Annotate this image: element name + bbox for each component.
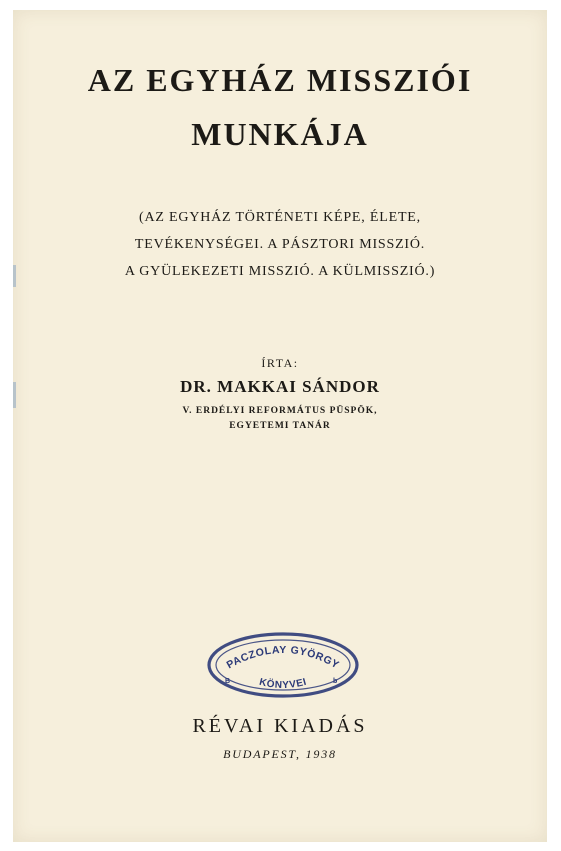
- subtitle-line: A GYÜLEKEZETI MISSZIÓ. A KÜLMISSZIÓ.): [124, 264, 436, 279]
- book-title-line-2: MUNKÁJA: [191, 116, 369, 152]
- subtitle-line: TEVÉKENYSÉGEI. A PÁSZTORI MISSZIÓ.: [134, 237, 426, 252]
- title-page: [13, 10, 547, 842]
- svg-text:B: B: [225, 678, 231, 685]
- book-title-line-1: AZ EGYHÁZ MISSZIÓI: [87, 62, 473, 98]
- author-role-line: EGYETEMI TANÁR: [229, 421, 331, 431]
- author-role-line: V. ERDÉLYI REFORMÁTUS PÜSPÖK,: [182, 406, 378, 416]
- publisher: RÉVAI KIADÁS: [192, 715, 368, 737]
- svg-text:KÖNYVEI: KÖNYVEI: [257, 676, 309, 692]
- svg-text:b: b: [333, 678, 338, 685]
- owner-stamp: [205, 630, 361, 700]
- author-name: DR. MAKKAI SÁNDOR: [180, 377, 380, 396]
- book-subtitle: [13, 204, 547, 285]
- subtitle-line: (AZ EGYHÁZ TÖRTÉNETI KÉPE, ÉLETE,: [139, 210, 421, 225]
- place-and-year: BUDAPEST, 1938: [223, 747, 337, 761]
- written-by-label: ÍRTA:: [261, 356, 299, 370]
- author-roles: [13, 404, 547, 434]
- svg-text:PACZOLAY GYÖRGY: PACZOLAY GYÖRGY: [224, 643, 342, 672]
